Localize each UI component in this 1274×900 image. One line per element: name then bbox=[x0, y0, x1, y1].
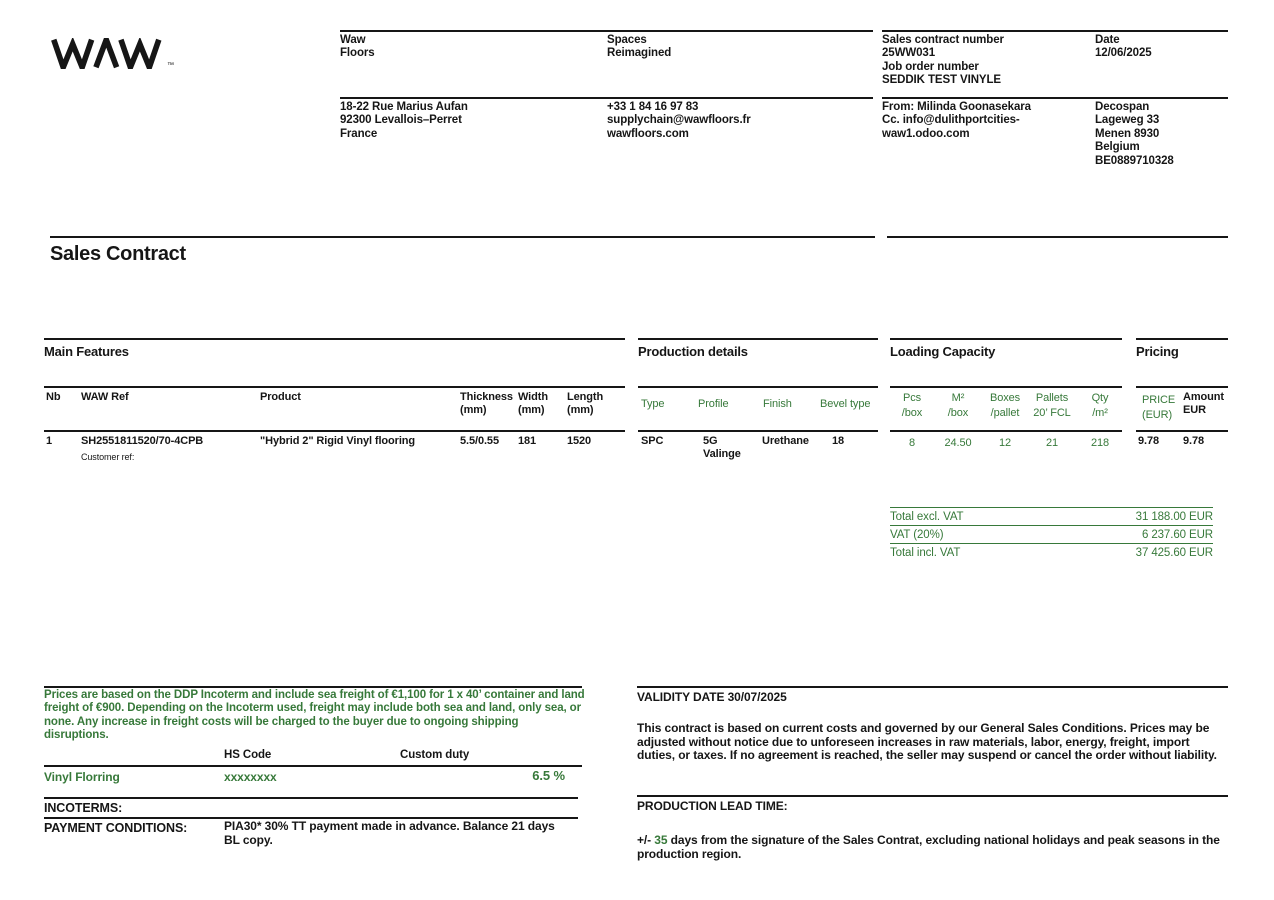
divider bbox=[44, 765, 582, 767]
job-order-label: Job order number bbox=[882, 60, 979, 73]
divider bbox=[638, 338, 878, 340]
lead-time-text bbox=[637, 834, 1230, 861]
col-header-qty-unit: /m² bbox=[1092, 407, 1108, 419]
incoterms-label: INCOTERMS: bbox=[44, 801, 123, 815]
col-header-boxes-label: Boxes bbox=[989, 392, 1021, 404]
row-thickness: 5.5/0.55 bbox=[460, 435, 499, 447]
total-excl-vat-value: 31 188.00 EUR bbox=[1135, 510, 1213, 523]
hs-code-label: HS Code bbox=[224, 749, 272, 761]
divider bbox=[44, 386, 625, 388]
row-profile-line: 5G bbox=[703, 435, 718, 447]
divider bbox=[44, 797, 578, 799]
contract-meta bbox=[882, 34, 1004, 88]
contract-number-label: Sales contract number bbox=[882, 34, 1004, 46]
vat-value: 6 237.60 EUR bbox=[1141, 528, 1213, 541]
divider bbox=[44, 686, 582, 688]
col-header-pcs-label: Pcs bbox=[902, 392, 922, 404]
address-line: 92300 Levallois–Perret bbox=[340, 114, 462, 127]
row-profile bbox=[703, 435, 741, 461]
total-excl-vat-label: Total excl. VAT bbox=[890, 510, 964, 523]
divider bbox=[638, 386, 878, 388]
col-header-finish: Finish bbox=[763, 398, 792, 410]
col-header-qty-label: Qty bbox=[1091, 392, 1109, 404]
row-qty-m2: 218 bbox=[1090, 437, 1110, 449]
recipient-line: BE0889710328 bbox=[1095, 154, 1174, 167]
vat-label: VAT (20%) bbox=[890, 528, 944, 541]
row-product: "Hybrid 2" Rigid Vinyl flooring bbox=[260, 435, 416, 447]
section-title-pricing: Pricing bbox=[1136, 344, 1179, 359]
custom-duty-label: Custom duty bbox=[400, 749, 470, 761]
total-excl-vat-row bbox=[890, 507, 1213, 523]
divider bbox=[44, 338, 625, 340]
col-header-thickness-label: Thickness bbox=[460, 391, 513, 403]
recipient-address bbox=[1095, 101, 1174, 168]
divider bbox=[637, 795, 1228, 797]
col-header-price-label: PRICE bbox=[1142, 394, 1176, 406]
col-header-width-label: Width bbox=[518, 391, 548, 403]
phone-number: +33 1 84 16 97 83 bbox=[607, 101, 699, 113]
row-profile-line: Valinge bbox=[703, 448, 741, 460]
section-title-production-details: Production details bbox=[638, 344, 748, 359]
col-header-amount-eur bbox=[1183, 391, 1224, 416]
recipient-line: Belgium bbox=[1095, 141, 1140, 154]
sender-line: waw1.odoo.com bbox=[882, 127, 970, 140]
vat-row bbox=[890, 525, 1213, 541]
row-finish: Urethane bbox=[762, 435, 809, 447]
col-header-m2-label: M² bbox=[951, 392, 965, 404]
divider bbox=[44, 430, 625, 432]
col-header-length bbox=[567, 391, 603, 416]
divider bbox=[1136, 430, 1228, 432]
col-header-amount-label: Amount bbox=[1183, 391, 1224, 403]
company-tagline-line: Spaces bbox=[607, 34, 647, 46]
job-order-value: SEDDIK TEST VINYLE bbox=[882, 74, 1001, 87]
freight-note: Prices are based on the DDP Incoterm and include sea freight of €1,100 for 1 x 40’ container and land freight of €900. Depending on the Incoterm used, freight may include both sea and land, only sea, or none. Any increase in freight costs will be charged to the buyer due to ongoing shipping disruptions. bbox=[44, 689, 585, 742]
divider bbox=[890, 386, 1122, 388]
website: wawfloors.com bbox=[607, 127, 689, 140]
waw-logo bbox=[47, 38, 177, 74]
total-incl-vat-row bbox=[890, 543, 1213, 559]
payment-conditions-line: PIA30* 30% TT payment made in advance. Balance 21 days bbox=[224, 819, 555, 833]
company-name bbox=[340, 34, 375, 61]
total-incl-vat-label: Total incl. VAT bbox=[890, 546, 961, 559]
row-customer-ref-label: Customer ref: bbox=[81, 452, 135, 462]
col-header-boxes-pallet bbox=[982, 391, 1028, 421]
row-bevel-type: 18 bbox=[832, 435, 845, 447]
address-line: France bbox=[340, 127, 378, 140]
production-lead-time-label: PRODUCTION LEAD TIME: bbox=[637, 799, 788, 813]
divider bbox=[50, 236, 875, 238]
row-price-eur: 9.78 bbox=[1138, 435, 1160, 447]
trademark-symbol: ™ bbox=[167, 62, 174, 69]
company-contact bbox=[607, 101, 751, 141]
divider bbox=[882, 30, 1228, 32]
row-length: 1520 bbox=[567, 435, 592, 447]
divider bbox=[637, 686, 1228, 688]
company-address bbox=[340, 101, 468, 141]
lead-time-prefix: +/- bbox=[637, 833, 655, 847]
company-name-line: Waw bbox=[340, 34, 366, 46]
sender-info bbox=[882, 101, 1031, 141]
section-title-main-features: Main Features bbox=[44, 344, 129, 359]
col-header-thickness bbox=[460, 391, 513, 416]
col-header-length-unit: (mm) bbox=[567, 403, 594, 416]
divider bbox=[887, 236, 1228, 238]
lead-time-suffix: days from the signature of the Sales Contrat, excluding national holidays and peak seasons in the production region. bbox=[637, 833, 1220, 861]
sender-line: From: Milinda Goonasekara bbox=[882, 101, 1031, 113]
col-header-product: Product bbox=[260, 391, 301, 403]
section-title-loading-capacity: Loading Capacity bbox=[890, 344, 996, 359]
divider bbox=[340, 30, 873, 32]
col-header-width-unit: (mm) bbox=[518, 403, 545, 416]
payment-conditions-line: BL copy. bbox=[224, 832, 273, 847]
col-header-nb: Nb bbox=[46, 391, 61, 403]
col-header-width bbox=[518, 391, 548, 416]
row-amount-eur: 9.78 bbox=[1183, 435, 1205, 447]
company-tagline bbox=[607, 34, 671, 61]
col-header-type: Type bbox=[641, 398, 665, 410]
recipient-line: Decospan bbox=[1095, 101, 1150, 113]
col-header-pallets-fcl bbox=[1027, 391, 1077, 421]
col-header-m2-unit: /box bbox=[947, 407, 969, 419]
row-boxes-pallet: 12 bbox=[998, 437, 1012, 449]
col-header-price-unit: (EUR) bbox=[1142, 409, 1173, 421]
col-header-pcs-box bbox=[895, 391, 929, 421]
recipient-line: Lageweg 33 bbox=[1095, 114, 1160, 127]
waw-logo-icon bbox=[47, 38, 169, 69]
recipient-line: Menen 8930 bbox=[1095, 127, 1160, 140]
col-header-qty-m2 bbox=[1083, 391, 1117, 421]
col-header-m2-box bbox=[938, 391, 978, 421]
divider bbox=[890, 338, 1122, 340]
email-address: supplychain@wawfloors.fr bbox=[607, 114, 751, 127]
col-header-price-eur bbox=[1142, 393, 1175, 423]
col-header-bevel-type: Bevel type bbox=[820, 398, 871, 410]
page-title: Sales Contract bbox=[50, 243, 186, 265]
divider bbox=[638, 430, 878, 432]
col-header-profile: Profile bbox=[698, 398, 729, 410]
col-header-amount-unit: EUR bbox=[1183, 403, 1206, 416]
col-header-pcs-unit: /box bbox=[901, 407, 923, 419]
customs-product-name: Vinyl Florring bbox=[44, 770, 120, 784]
company-tagline-line: Reimagined bbox=[607, 47, 672, 60]
divider bbox=[340, 97, 873, 99]
address-line: 18-22 Rue Marius Aufan bbox=[340, 101, 468, 113]
validity-date: VALIDITY DATE 30/07/2025 bbox=[637, 690, 787, 704]
date-label: Date bbox=[1095, 34, 1120, 46]
contract-number-value: 25WW031 bbox=[882, 47, 935, 60]
row-pallets-fcl: 21 bbox=[1045, 437, 1059, 449]
divider bbox=[890, 430, 1122, 432]
col-header-waw-ref: WAW Ref bbox=[81, 391, 129, 403]
payment-conditions-value bbox=[224, 820, 584, 847]
date-block bbox=[1095, 34, 1152, 61]
row-nb: 1 bbox=[46, 435, 53, 447]
custom-duty-value: 6.5 % bbox=[532, 768, 565, 783]
row-m2-box: 24.50 bbox=[944, 437, 972, 449]
col-header-pallets-label: Pallets bbox=[1035, 392, 1069, 404]
col-header-length-label: Length bbox=[567, 391, 604, 403]
divider bbox=[1136, 338, 1228, 340]
date-value: 12/06/2025 bbox=[1095, 47, 1152, 60]
total-incl-vat-value: 37 425.60 EUR bbox=[1135, 546, 1213, 559]
company-name-line: Floors bbox=[340, 47, 375, 60]
col-header-pallets-unit: 20’ FCL bbox=[1033, 407, 1071, 419]
lead-time-days: 35 bbox=[654, 833, 671, 847]
payment-conditions-label: PAYMENT CONDITIONS: bbox=[44, 821, 188, 835]
conditions-note: This contract is based on current costs and governed by our General Sales Conditions. Prices may be adjusted without notice due to unforeseen increases in raw materials, labor, energy, freight, import duties, or taxes. If no agreement is reached, the seller may suspend or cancel the order without liability. bbox=[637, 721, 1217, 762]
row-waw-ref: SH2551811520/70-4CPB bbox=[81, 435, 204, 447]
row-width: 181 bbox=[518, 435, 537, 447]
row-type: SPC bbox=[641, 435, 664, 447]
sender-line: Cc. info@dulithportcities- bbox=[882, 114, 1020, 127]
divider bbox=[1136, 386, 1228, 388]
hs-code-value: xxxxxxxx bbox=[224, 770, 277, 784]
col-header-thickness-unit: (mm) bbox=[460, 403, 487, 416]
row-pcs-box: 8 bbox=[908, 437, 916, 449]
col-header-boxes-unit: /pallet bbox=[990, 407, 1020, 419]
divider bbox=[882, 97, 1228, 99]
